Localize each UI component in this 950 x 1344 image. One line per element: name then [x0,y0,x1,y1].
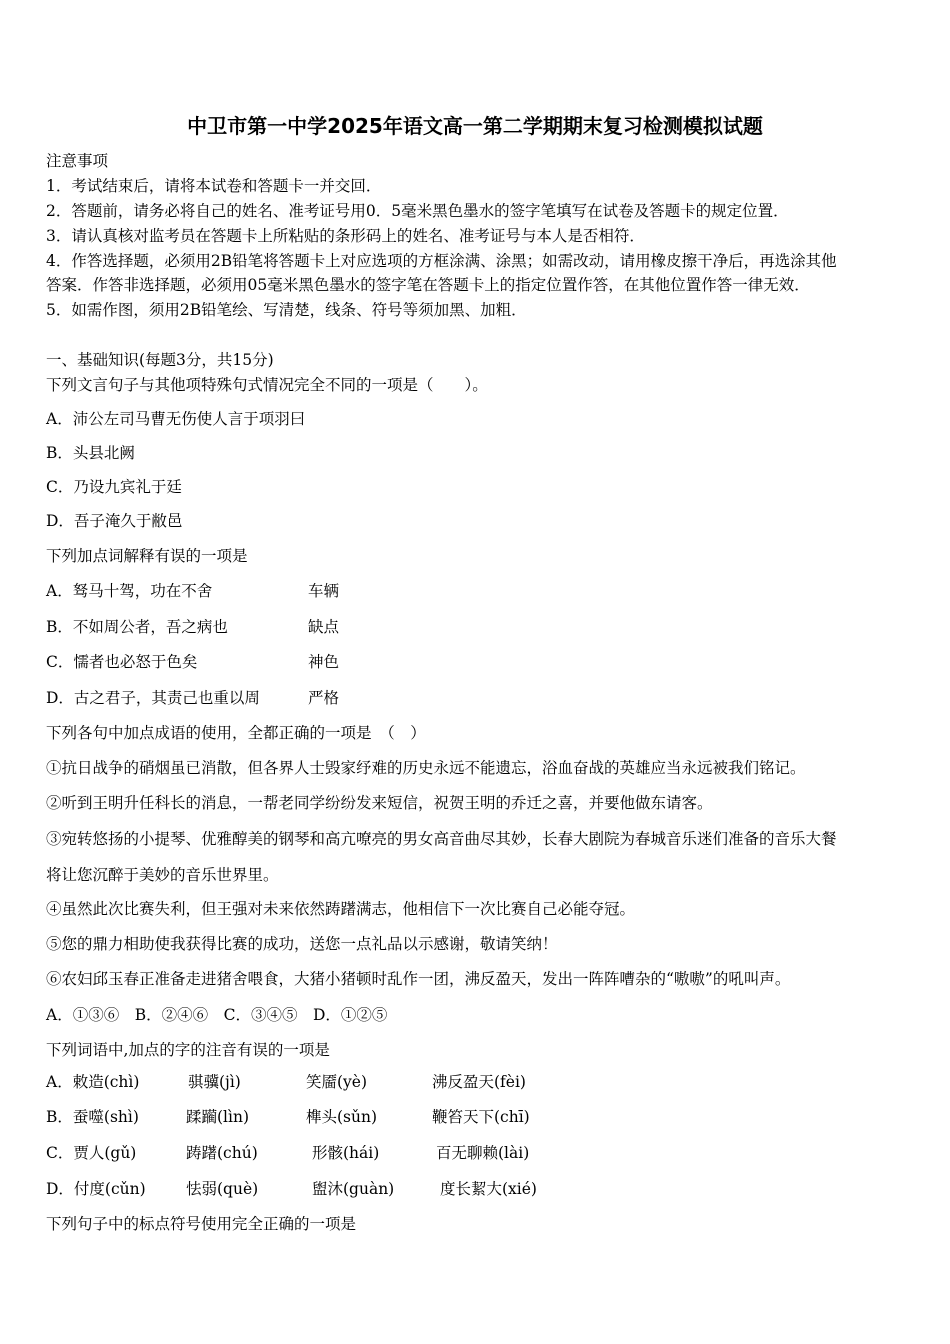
sentence-1: ①抗日战争的硝烟虽已消散，但各界人士毁家纾难的历史永远不能遗忘，浴血奋战的英雄应当永远被我们铭记。 [46,759,806,777]
sentence-3: ③宛转悠扬的小提琴、优雅醇美的钢琴和高亢嘹亮的男女高音曲尽其妙，长春大剧院为春城音乐迷们准备的音乐大餐 [46,830,837,848]
section-heading: 一、基础知识(每题3分，共15分) [46,351,274,369]
option-gloss: 缺点 [308,618,340,636]
word: 骐骥(jì) [188,1073,241,1091]
notice-item: 4．作答选择题，必须用2B铅笔将答题卡上对应选项的方框涂满、涂黑；如需改动，请用橡皮擦干净后，再选涂其他 [46,252,837,270]
sentence-2: ②听到王明升任科长的消息，一帮老同学纷纷发来短信，祝贺王明的乔迁之喜，并要他做东请客。 [46,794,713,812]
option-c [46,1142,530,1164]
word: A．敕造(chì) [46,1073,140,1091]
word: B．蚕噬(shì) [46,1108,139,1126]
word: 榫头(sǔn) [306,1108,378,1126]
question-stem: 下列加点词解释有误的一项是 [46,547,248,565]
word: C．贾人(gǔ) [46,1144,137,1162]
word: 形骸(hái) [312,1144,380,1162]
word: 沸反盈天(fèi) [432,1073,526,1091]
page-title: 中卫市第一中学2025年语文高一第二学期期末复习检测模拟试题 [187,114,763,138]
notice-item: 2．答题前，请务必将自己的姓名、准考证号用0．5毫米黑色墨水的签字笔填写在试卷及答题卡的规定位置． [46,202,789,220]
option-gloss: 神色 [308,653,340,671]
word: 盥沐(guàn) [312,1180,395,1198]
question-stem: 下列词语中,加点的字的注音有误的一项是 [46,1041,330,1059]
notice-item: 答案．作答非选择题，必须用05毫米黑色墨水的签字笔在答题卡上的指定位置作答，在其他位置作答一律无效． [46,276,810,294]
option-gloss: 严格 [308,689,340,707]
word: 蹂躏(lìn) [186,1108,249,1126]
question-stem: 下列句子中的标点符号使用完全正确的一项是 [46,1215,357,1233]
notice-heading: 注意事项 [46,152,109,170]
option-d: D．吾子淹久于敝邑 [46,512,183,530]
word: 百无聊赖(lài) [436,1144,530,1162]
question-stem: 下列文言句子与其他项特殊句式情况完全不同的一项是（ ）。 [46,376,488,394]
question-stem: 下列各句中加点成语的使用，全都正确的一项是 （ ） [46,724,426,742]
option-text: C．懦者也必怒于色矣 [46,653,198,671]
notice-item: 5．如需作图，须用2B铅笔绘、写清楚，线条、符号等须加黑、加粗． [46,301,527,319]
sentence-4: ④虽然此次比赛失利，但王强对未来依然踌躇满志，他相信下一次比赛自己必能夺冠。 [46,900,636,918]
word: 度长絜大(xié) [440,1180,537,1198]
word: 鞭笞天下(chī) [432,1108,530,1126]
sentence-3-cont: 将让您沉醉于美妙的音乐世界里。 [46,866,279,884]
word: 怯弱(què) [186,1180,259,1198]
option-gloss: 车辆 [308,582,340,600]
option-d [46,1178,537,1200]
notice-item: 3．请认真核对监考员在答题卡上所粘贴的条形码上的姓名、准考证号与本人是否相符． [46,227,645,245]
word: D．付度(cǔn) [46,1180,146,1198]
word: 笑靥(yè) [306,1073,368,1091]
option-c [46,651,340,673]
option-a [46,1071,526,1093]
answer-options: A．①③⑥ B．②④⑥ C．③④⑤ D．①②⑤ [46,1006,388,1024]
option-text: B．不如周公者，吾之病也 [46,618,228,636]
sentence-5: ⑤您的鼎力相助使我获得比赛的成功，送您一点礼品以示感谢，敬请笑纳！ [46,935,558,953]
option-c: C．乃设九宾礼于廷 [46,478,182,496]
option-text: A．驽马十驾，功在不舍 [46,582,213,600]
option-b [46,1106,530,1128]
word: 踌躇(chú) [186,1144,258,1162]
option-a: A．沛公左司马曹无伤使人言于项羽曰 [46,410,306,428]
option-b [46,616,340,638]
option-d [46,687,340,709]
sentence-6: ⑥农妇邱玉春正准备走进猪舍喂食，大猪小猪顿时乱作一团，沸反盈天，发出一阵阵嘈杂的“嗷嗷”的吼叫声。 [46,970,791,988]
option-a [46,580,340,602]
notice-item: 1．考试结束后，请将本试卷和答题卡一并交回． [46,177,382,195]
option-text: D．古之君子，其责己也重以周 [46,689,260,707]
option-b: B．头县北阙 [46,444,135,462]
